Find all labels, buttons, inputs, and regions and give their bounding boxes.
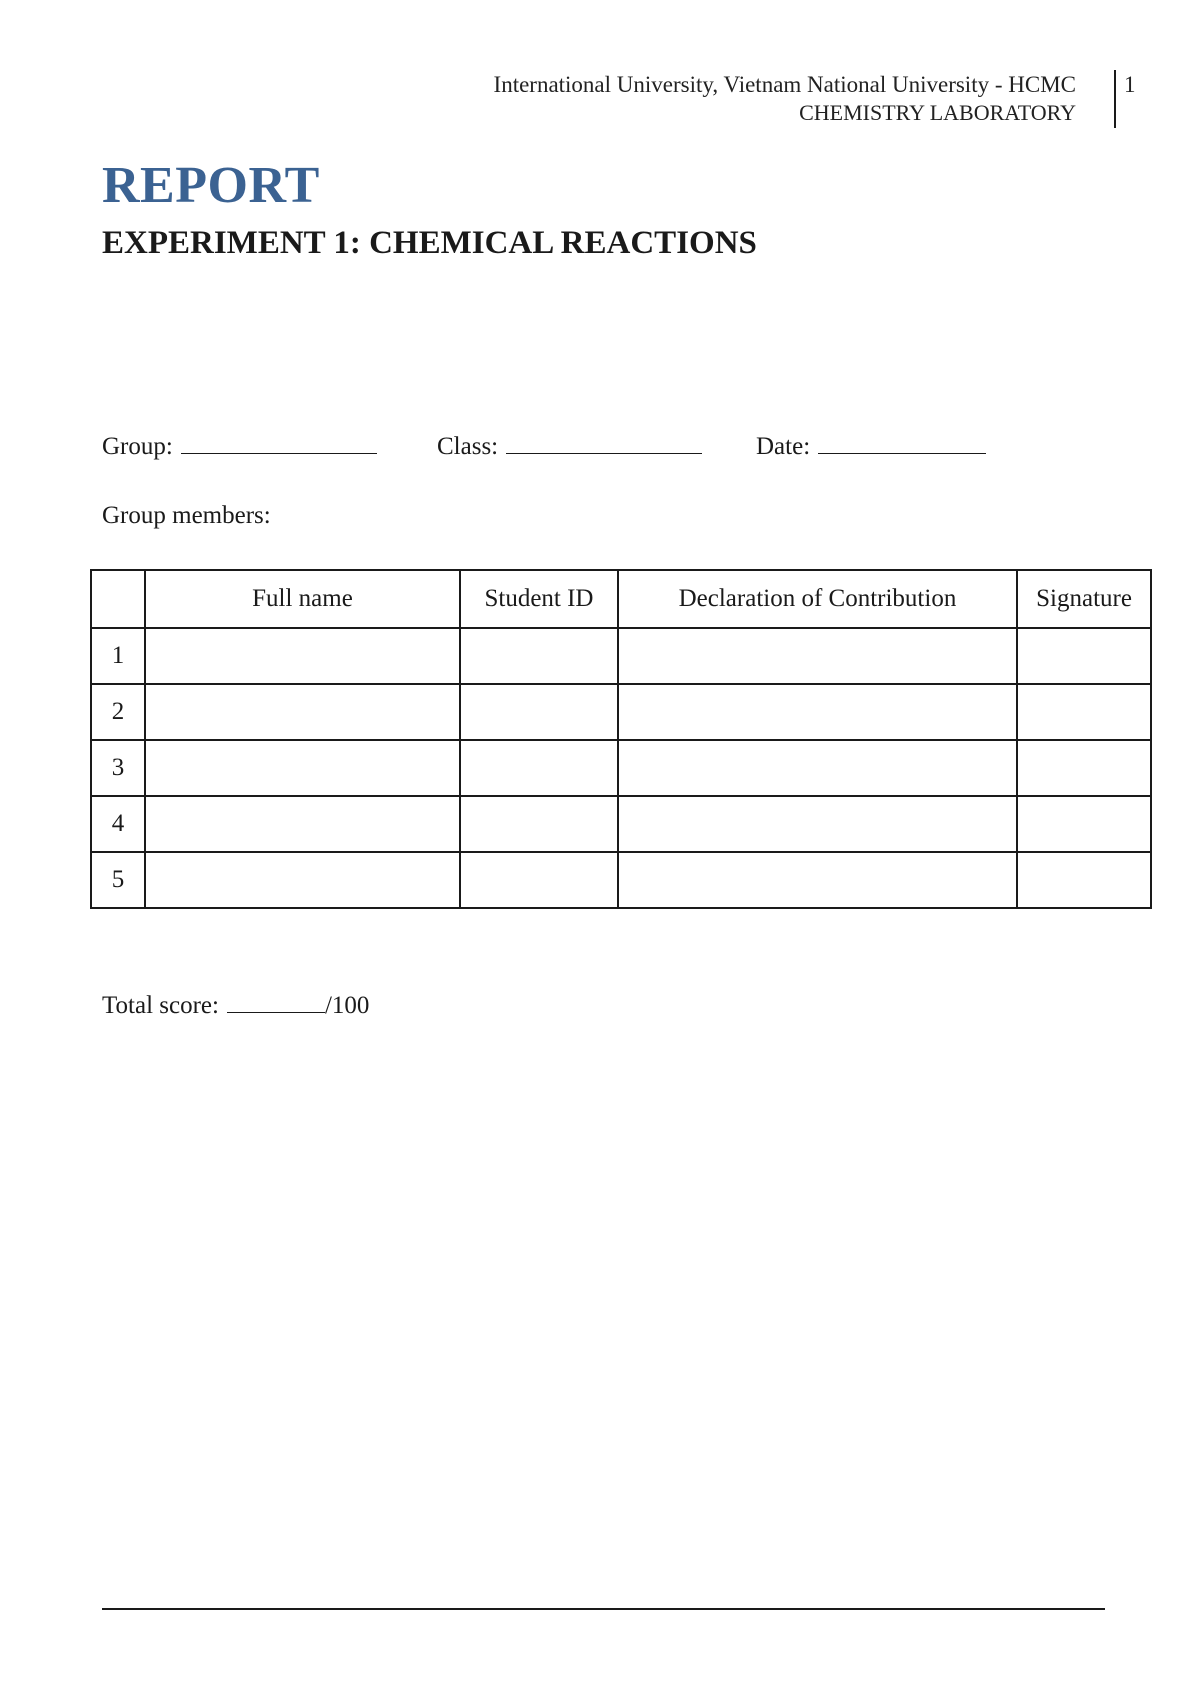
signature-cell[interactable] (1017, 740, 1151, 796)
group-members-table (90, 569, 1152, 909)
column-header-number (91, 570, 145, 628)
signature-cell[interactable] (1017, 684, 1151, 740)
header-divider (1114, 70, 1116, 128)
column-header-student-id: Student ID (460, 570, 618, 628)
student-id-cell[interactable] (460, 796, 618, 852)
signature-cell[interactable] (1017, 796, 1151, 852)
total-score-max: /100 (324, 992, 370, 1019)
group-blank[interactable] (181, 431, 377, 454)
class-label: Class: (437, 433, 499, 460)
full-name-cell[interactable] (145, 628, 460, 684)
footer-divider (102, 1608, 1105, 1610)
table-row (91, 796, 1151, 852)
total-score-field (102, 990, 369, 1020)
full-name-cell[interactable] (145, 684, 460, 740)
group-field (102, 431, 377, 461)
student-id-cell[interactable] (460, 628, 618, 684)
column-header-contribution: Declaration of Contribution (618, 570, 1017, 628)
table-row (91, 740, 1151, 796)
page-number: 1 (1124, 72, 1136, 97)
date-blank[interactable] (818, 431, 986, 454)
row-number: 5 (91, 852, 145, 908)
full-name-cell[interactable] (145, 796, 460, 852)
header-lab-name: CHEMISTRY LABORATORY (799, 100, 1076, 125)
date-field (756, 431, 986, 461)
table-row (91, 628, 1151, 684)
column-header-signature: Signature (1017, 570, 1151, 628)
contribution-cell[interactable] (618, 796, 1017, 852)
signature-cell[interactable] (1017, 852, 1151, 908)
table-row (91, 852, 1151, 908)
row-number: 3 (91, 740, 145, 796)
student-id-cell[interactable] (460, 684, 618, 740)
header-university: International University, Vietnam National University - HCMC (493, 72, 1076, 97)
total-score-label: Total score: (102, 992, 219, 1019)
date-label: Date: (756, 433, 811, 460)
table-row (91, 684, 1151, 740)
signature-cell[interactable] (1017, 628, 1151, 684)
table-header-row (91, 570, 1151, 628)
total-score-blank[interactable] (227, 990, 325, 1013)
full-name-cell[interactable] (145, 740, 460, 796)
contribution-cell[interactable] (618, 628, 1017, 684)
contribution-cell[interactable] (618, 852, 1017, 908)
row-number: 2 (91, 684, 145, 740)
row-number: 4 (91, 796, 145, 852)
column-header-full-name: Full name (145, 570, 460, 628)
report-title: REPORT (102, 157, 320, 214)
group-label: Group: (102, 433, 173, 460)
experiment-title: EXPERIMENT 1: CHEMICAL REACTIONS (102, 225, 757, 261)
student-id-cell[interactable] (460, 852, 618, 908)
contribution-cell[interactable] (618, 740, 1017, 796)
group-members-label: Group members: (102, 502, 271, 529)
full-name-cell[interactable] (145, 852, 460, 908)
class-blank[interactable] (506, 431, 702, 454)
contribution-cell[interactable] (618, 684, 1017, 740)
student-id-cell[interactable] (460, 740, 618, 796)
class-field (437, 431, 702, 461)
row-number: 1 (91, 628, 145, 684)
